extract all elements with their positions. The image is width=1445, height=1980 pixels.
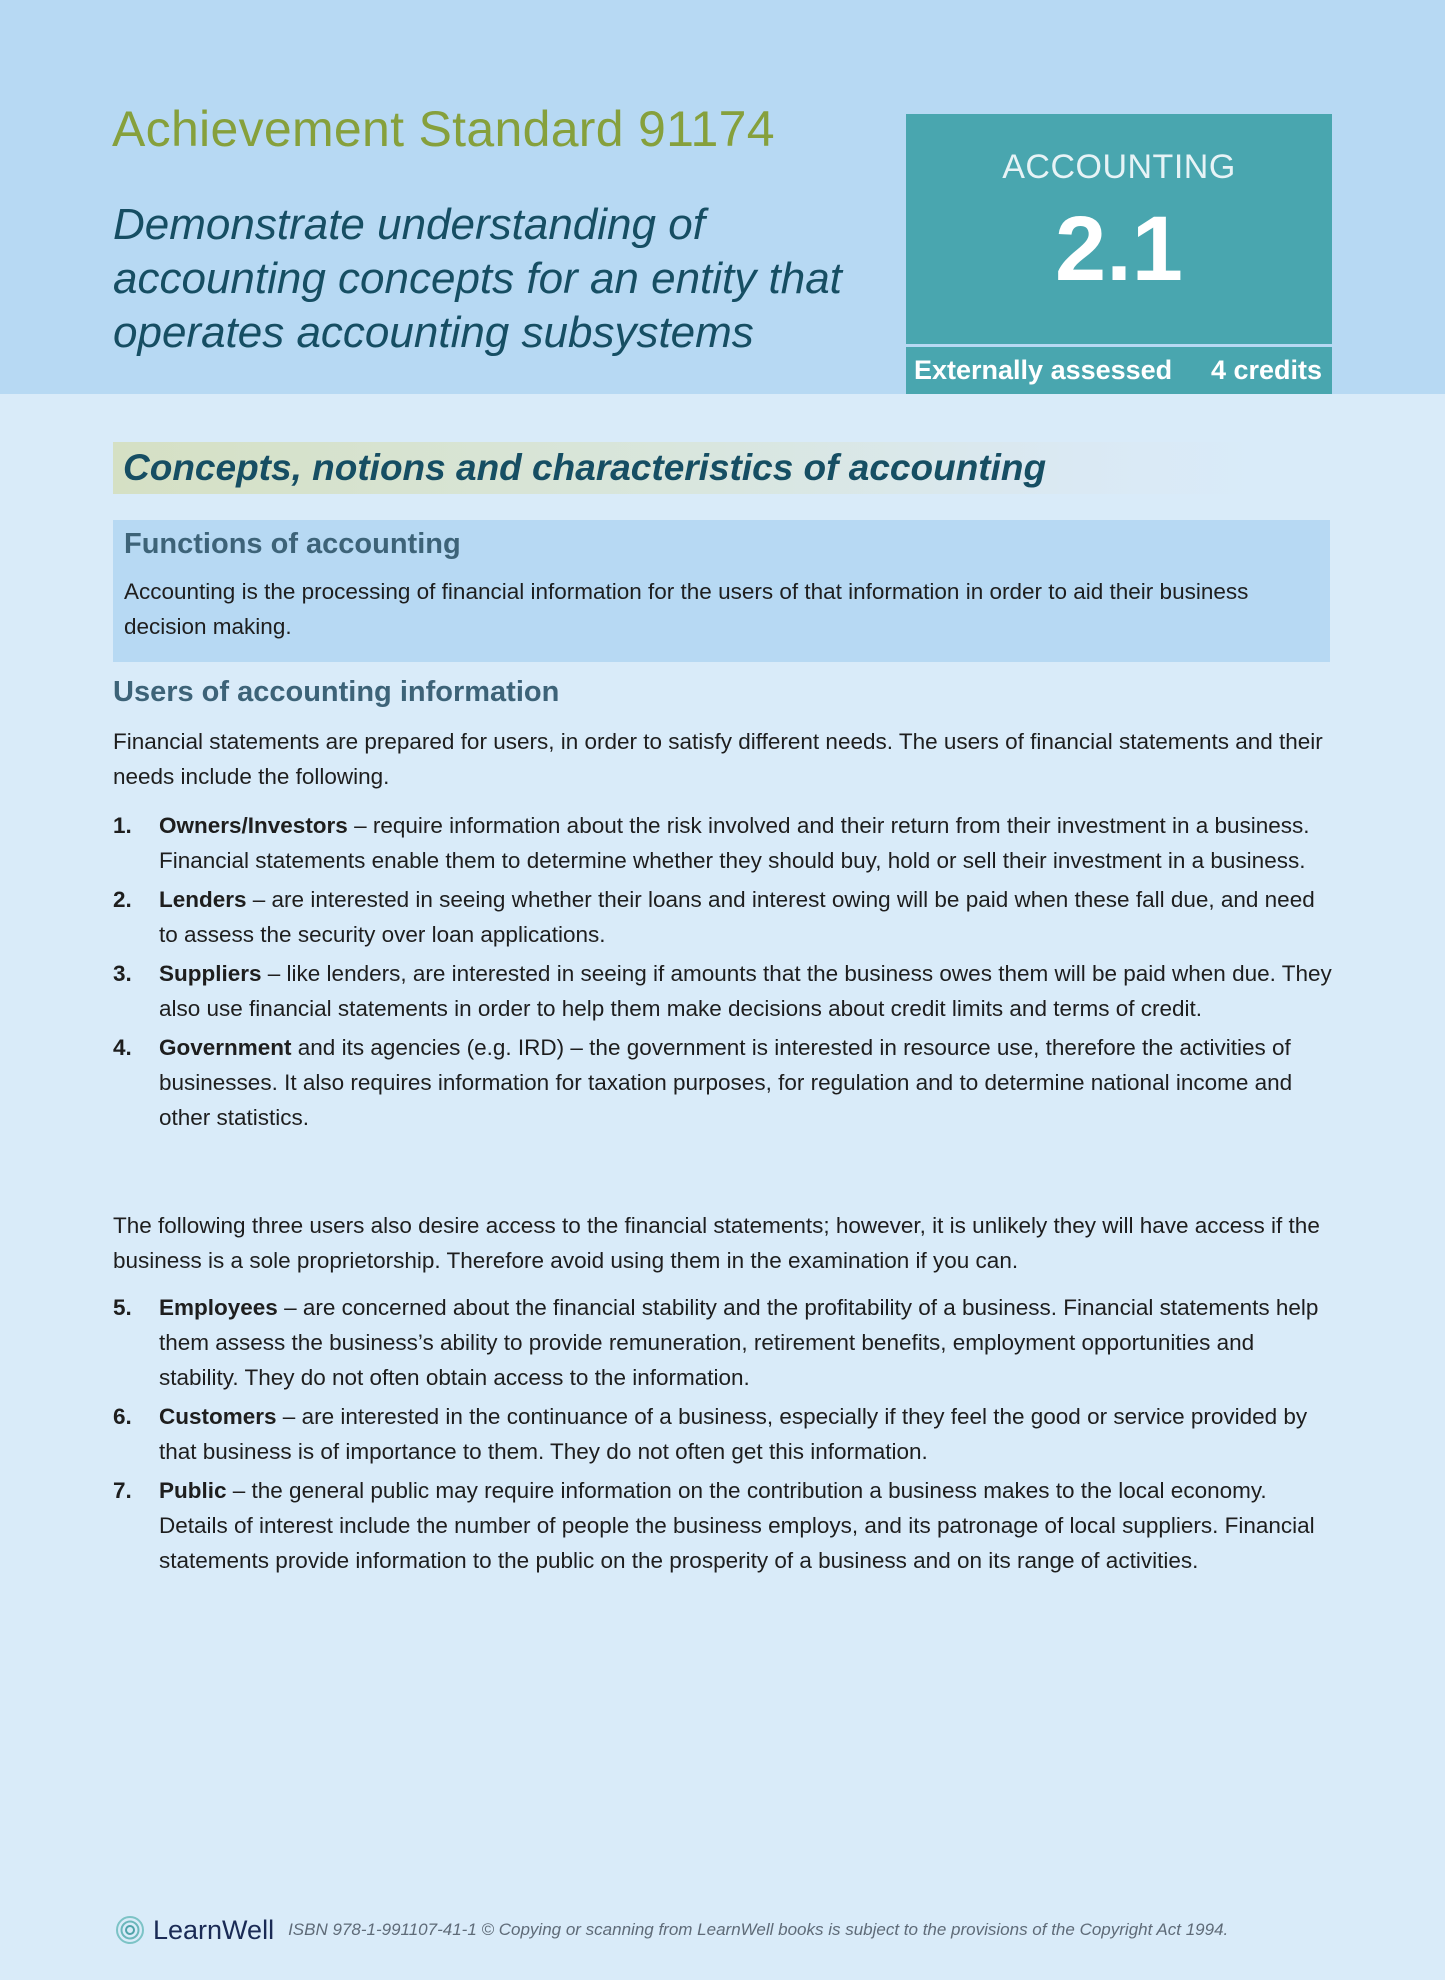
credits: 4 credits <box>1210 355 1322 385</box>
list-item-term: Government <box>159 1035 292 1060</box>
list-item-text: – require information about the risk involved and their return from their investment in a business. Financial statements enable them to determine whether they should buy, hold or sell their investment in a business. <box>159 813 1310 873</box>
assessment-type: Externally assessed <box>914 355 1173 385</box>
list-item <box>113 1473 1338 1578</box>
list-item <box>113 882 1338 952</box>
course-subject: ACCOUNTING <box>1002 148 1236 186</box>
list-item-text: and its agencies (e.g. IRD) – the government is interested in resource use, therefore the activities of businesses. It also requires information for taxation purposes, for regulation and to determine national income and other statistics. <box>159 1035 1293 1130</box>
functions-text: Accounting is the processing of financial information for the users of that information in order to aid their business decision making. <box>124 579 1249 639</box>
list-item <box>113 956 1338 1026</box>
functions-title: Functions of accounting <box>124 528 461 560</box>
users-intro: Financial statements are prepared for users, in order to satisfy different needs. The users of financial statements and their needs include the following. <box>113 729 1323 789</box>
users-heading: Users of accounting information <box>113 676 560 708</box>
list-item-number: 1. <box>113 813 132 838</box>
list-item-term: Employees <box>159 1295 278 1320</box>
list-item-number: 3. <box>113 961 132 986</box>
list-item-body <box>159 1399 1338 1469</box>
list-item <box>113 1030 1338 1135</box>
footer <box>115 1915 1228 1945</box>
list-item-term: Suppliers <box>159 961 262 986</box>
list-item-number: 2. <box>113 887 132 912</box>
list-item-text: – are interested in the continuance of a business, especially if they feel the good or service provided by that business is of importance to them. They do not often get this information. <box>159 1404 1308 1464</box>
users-list-primary <box>113 808 1338 1139</box>
list-item <box>113 1399 1338 1469</box>
course-assessment-bar <box>906 347 1332 394</box>
list-item-body <box>159 1473 1338 1578</box>
list-item <box>113 808 1338 878</box>
users-list-secondary <box>113 1290 1338 1582</box>
section-banner <box>113 442 1253 494</box>
list-item-number: 7. <box>113 1478 132 1503</box>
list-item-text: – like lenders, are interested in seeing if amounts that the business owes them will be paid when due. They also use financial statements in order to help them make decisions about credit limits and terms of credit. <box>159 961 1332 1021</box>
course-badge <box>906 114 1332 344</box>
list-item-text: – are concerned about the financial stability and the profitability of a business. Financial statements help them assess the business’s ability to provide remuneration, retirement benefits, employment opportunities and stability. They do not often obtain access to the information. <box>159 1295 1319 1390</box>
list-item-term: Owners/Investors <box>159 813 348 838</box>
spiral-logo-icon <box>115 1915 145 1945</box>
list-item-text: – the general public may require information on the contribution a business makes to the local economy. Details of interest include the number of people the business employs, and its patronage of local suppliers. Financial statements provide information to the public on the prosperity of a business and on its range of activities. <box>159 1478 1315 1573</box>
list-item-body <box>159 882 1338 952</box>
list-item-term: Public <box>159 1478 227 1503</box>
list-item-body <box>159 808 1338 878</box>
list-item-body <box>159 956 1338 1026</box>
list-item-number: 6. <box>113 1404 132 1429</box>
standard-title: Achievement Standard 91174 <box>112 101 775 157</box>
standard-subtitle: Demonstrate understanding of accounting concepts for an entity that operates accounting subsystems <box>113 200 842 357</box>
list-item-number: 4. <box>113 1035 132 1060</box>
functions-box <box>113 520 1330 662</box>
users-middle-paragraph: The following three users also desire access to the financial statements; however, it is unlikely they will have access if the business is a sole proprietorship. Therefore avoid using them in the examination if you can. <box>113 1213 1320 1273</box>
list-item-text: – are interested in seeing whether their loans and interest owing will be paid when these fall due, and need to assess the security over loan applications. <box>159 887 1315 947</box>
list-item-term: Customers <box>159 1404 277 1429</box>
section-title: Concepts, notions and characteristics of accounting <box>123 447 1047 488</box>
list-item-term: Lenders <box>159 887 247 912</box>
list-item <box>113 1290 1338 1395</box>
copyright-text: ISBN 978-1-991107-41-1 © Copying or scanning from LearnWell books is subject to the provisions of the Copyright Act 1994. <box>288 1920 1229 1939</box>
brand-logo: LearnWell <box>153 1914 275 1945</box>
list-item-body <box>159 1030 1338 1135</box>
list-item-body <box>159 1290 1338 1395</box>
list-item-number: 5. <box>113 1295 132 1320</box>
course-number: 2.1 <box>1055 198 1183 300</box>
